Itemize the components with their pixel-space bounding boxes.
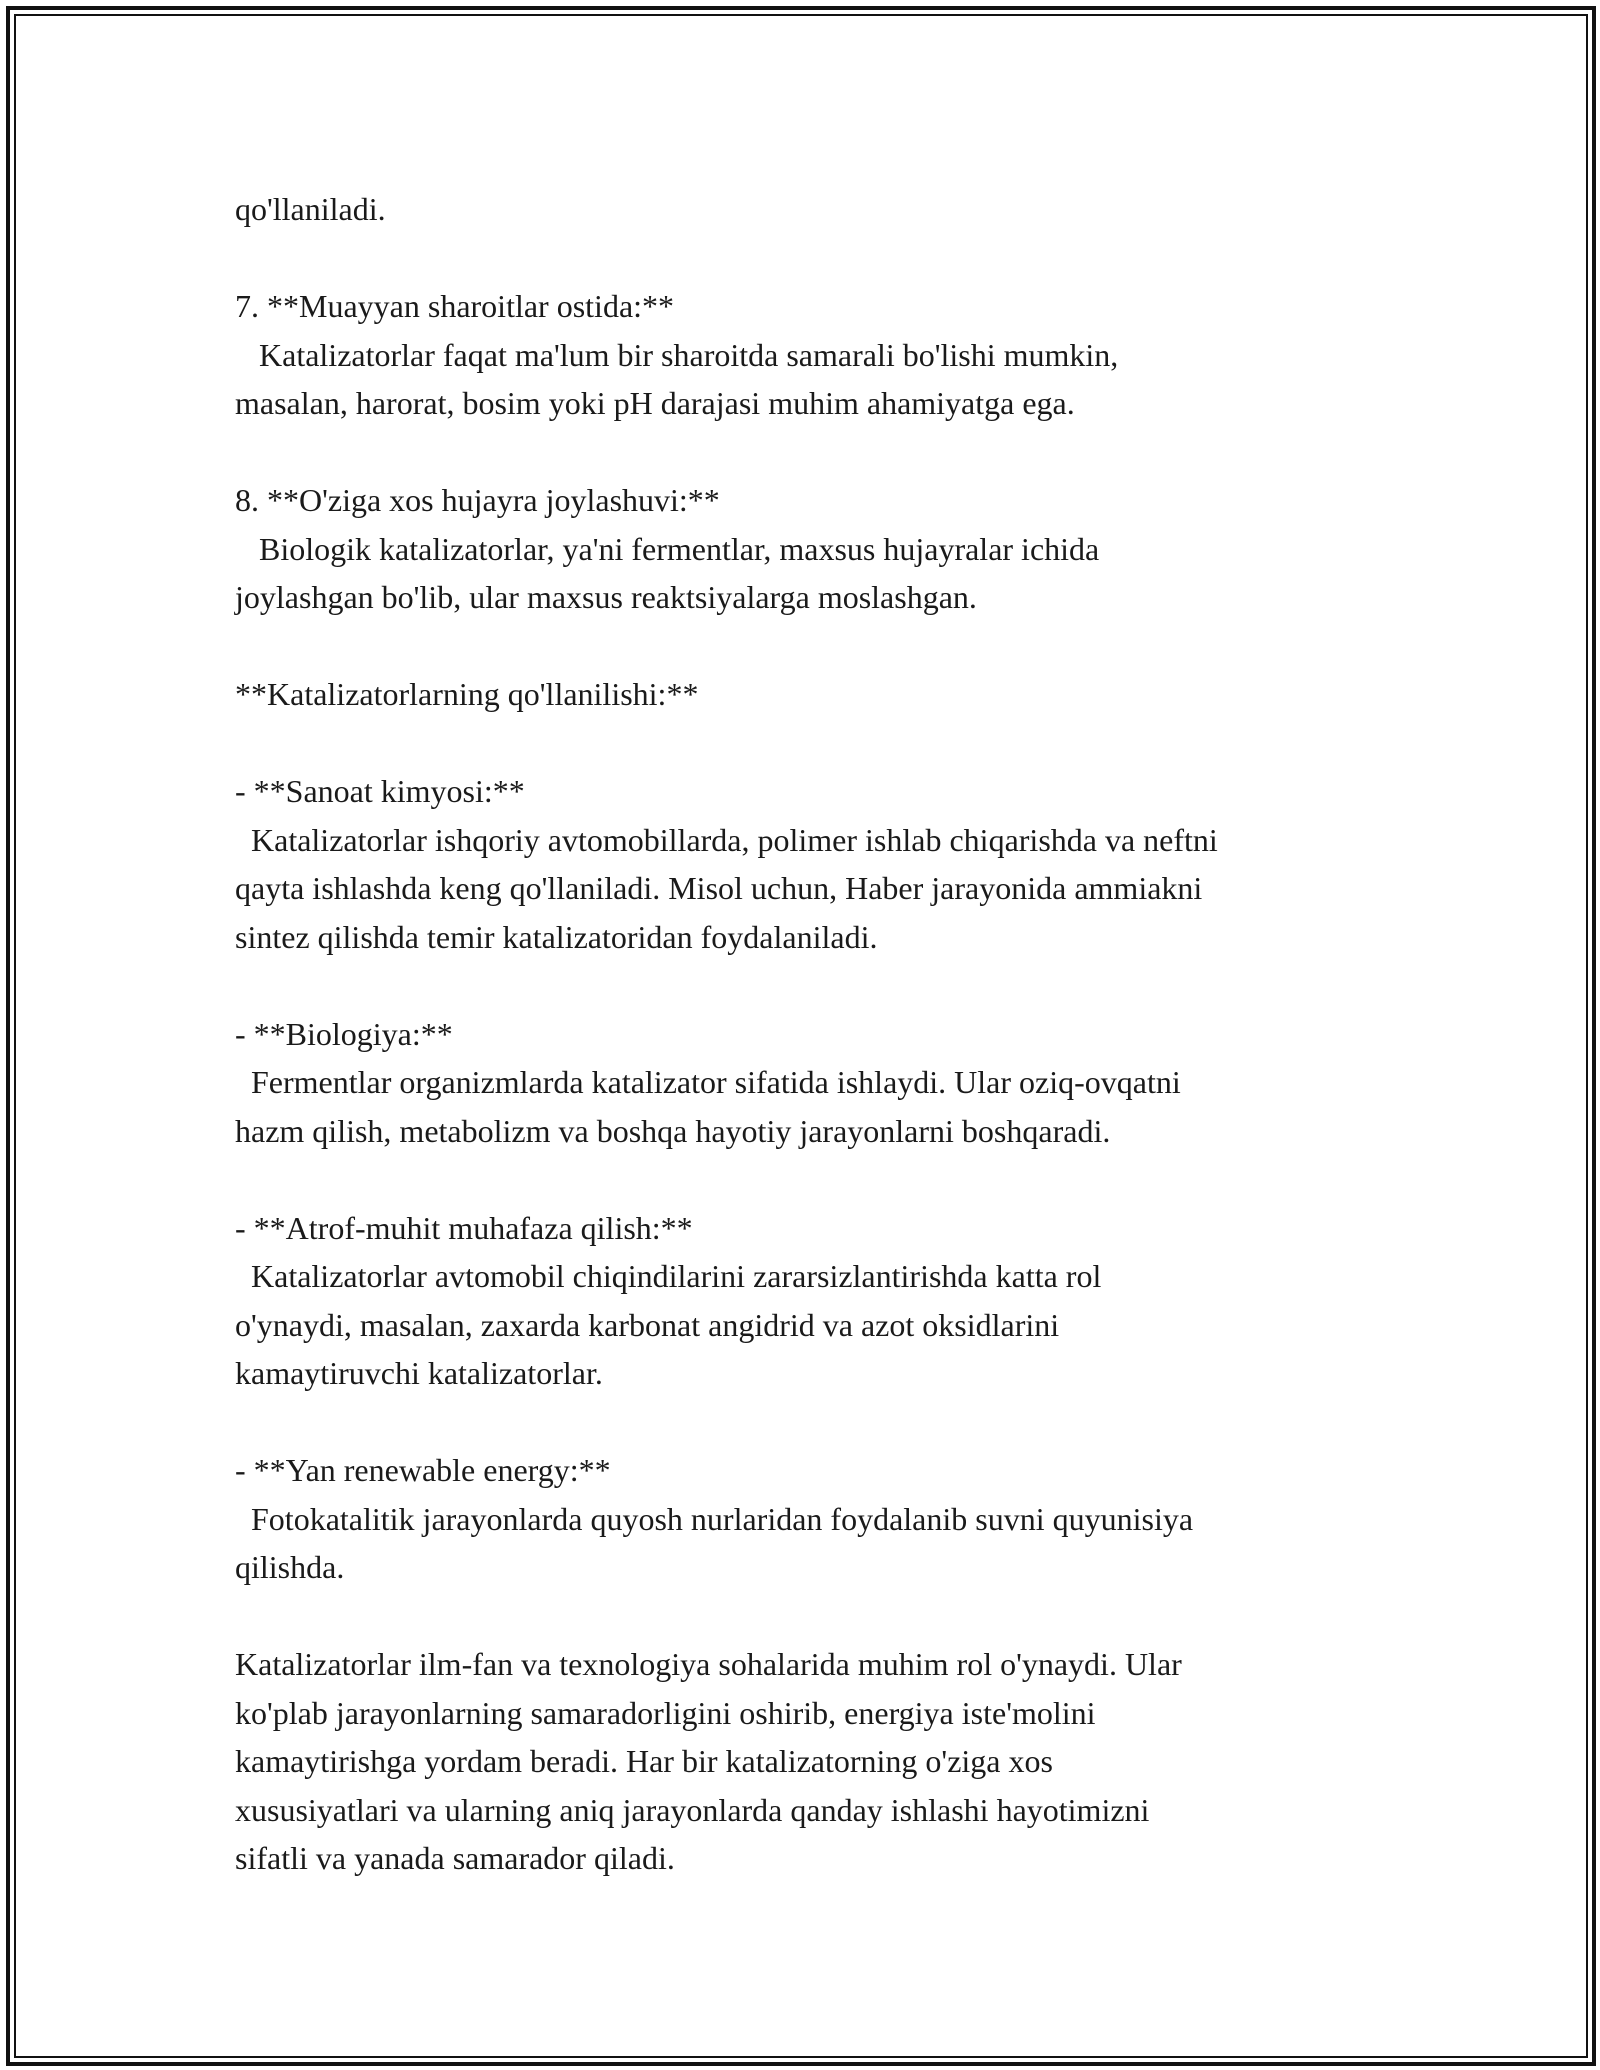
- document-body: [235, 185, 1395, 1883]
- text-line: Biologik katalizatorlar, ya'ni fermentlar, maxsus hujayralar ichida: [235, 530, 1100, 567]
- text-line: kamaytiruvchi katalizatorlar.: [235, 1355, 603, 1391]
- paragraph-gap: [235, 622, 1395, 671]
- paragraph: [235, 1446, 1395, 1592]
- paragraph-gap: [235, 1155, 1395, 1204]
- paragraph: [235, 1640, 1395, 1883]
- paragraph: [235, 670, 1395, 719]
- text-line: ko'plab jarayonlarning samaradorligini oshirib, energiya iste'molini: [235, 1694, 1096, 1731]
- text-line: qayta ishlashda keng qo'llaniladi. Misol uchun, Haber jarayonida ammiakni: [235, 870, 1203, 906]
- paragraph: [235, 767, 1395, 961]
- text-line: Fermentlar organizmlarda katalizator sifatida ishlaydi. Ular oziq-ovqatni: [235, 1064, 1181, 1100]
- paragraph-gap: [235, 961, 1395, 1010]
- text-line: qilishda.: [235, 1549, 345, 1585]
- text-line: Katalizatorlar ilm-fan va texnologiya sohalarida muhim rol o'ynaydi. Ular: [235, 1646, 1182, 1682]
- text-line: Katalizatorlar avtomobil chiqindilarini zararsizlantirishda katta rol: [235, 1258, 1102, 1294]
- text-line: o'ynaydi, masalan, zaxarda karbonat angidrid va azot oksidlarini: [235, 1306, 1060, 1343]
- paragraph: [235, 1204, 1395, 1398]
- paragraph-gap: [235, 719, 1395, 768]
- text-line: Fotokatalitik jarayonlarda quyosh nurlaridan foydalanib suvni quyunisiya: [235, 1500, 1194, 1537]
- paragraph-gap: [235, 428, 1395, 477]
- text-line: **Katalizatorlarning qo'llanilishi:**: [235, 676, 699, 712]
- text-line: joylashgan bo'lib, ular maxsus reaktsiyalarga moslashgan.: [235, 579, 977, 615]
- text-line: qo'llaniladi.: [235, 191, 386, 227]
- text-line: masalan, harorat, bosim yoki pH darajasi muhim ahamiyatga ega.: [235, 385, 1075, 421]
- paragraph: [235, 476, 1395, 622]
- text-line: hazm qilish, metabolizm va boshqa hayotiy jarayonlarni boshqaradi.: [235, 1112, 1111, 1149]
- text-line: - **Atrof-muhit muhafaza qilish:**: [235, 1209, 693, 1246]
- paragraph: [235, 1010, 1395, 1156]
- text-line: sifatli va yanada samarador qiladi.: [235, 1840, 675, 1876]
- paragraph: [235, 185, 1395, 234]
- text-line: sintez qilishda temir katalizatoridan foydalaniladi.: [235, 918, 878, 955]
- text-line: xususiyatlari va ularning aniq jarayonlarda qanday ishlashi hayotimizni: [235, 1791, 1150, 1828]
- paragraph-gap: [235, 234, 1395, 283]
- paragraph-gap: [235, 1398, 1395, 1447]
- text-line: Katalizatorlar ishqoriy avtomobillarda, polimer ishlab chiqarishda va neftni: [235, 821, 1218, 858]
- text-line: - **Biologiya:**: [235, 1015, 453, 1052]
- paragraph-gap: [235, 1592, 1395, 1641]
- text-line: - **Sanoat kimyosi:**: [235, 773, 525, 809]
- text-line: - **Yan renewable energy:**: [235, 1452, 611, 1488]
- text-line: kamaytirishga yordam beradi. Har bir katalizatorning o'ziga xos: [235, 1743, 1053, 1779]
- text-line: 7. **Muayyan sharoitlar ostida:**: [235, 288, 675, 324]
- text-line: Katalizatorlar faqat ma'lum bir sharoitda samarali bo'lishi mumkin,: [235, 336, 1119, 373]
- paragraph: [235, 282, 1395, 428]
- text-line: 8. **O'ziga xos hujayra joylashuvi:**: [235, 482, 720, 518]
